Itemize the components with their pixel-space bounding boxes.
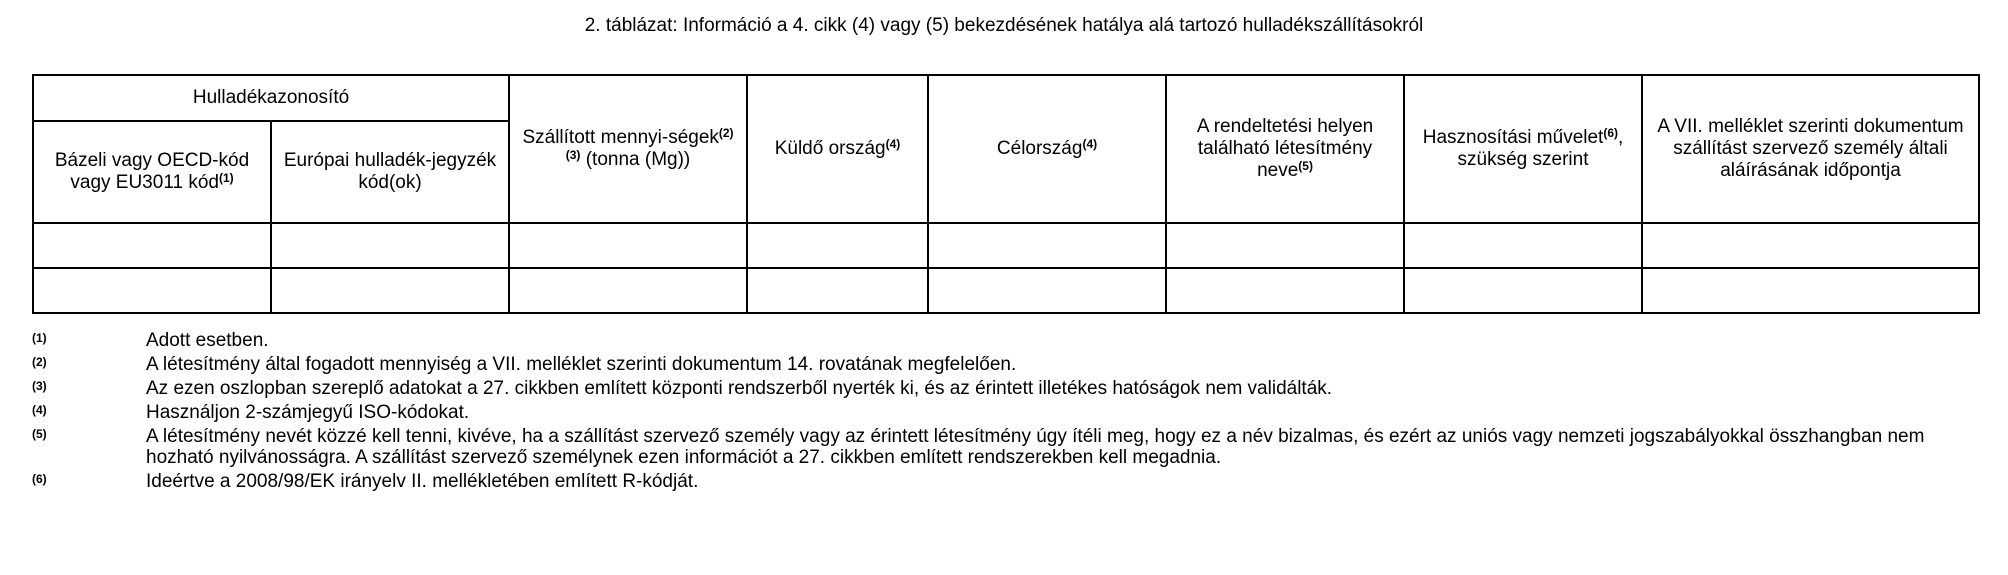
footnote — [32, 354, 1978, 375]
table-cell — [33, 223, 271, 268]
footnote-number: (6) — [32, 472, 47, 486]
table-cell — [509, 223, 747, 268]
signature-date-header: A VII. melléklet szerinti dokumentum szállítást szervező személy általi aláírásának időpontja — [1642, 75, 1979, 223]
footnote — [32, 426, 1978, 468]
header-row-1 — [33, 75, 1979, 121]
footnote-text: A létesítmény által fogadott mennyiség a VII. melléklet szerinti dokumentum 14. rovatának megfelelően. — [146, 354, 1017, 375]
table-row — [33, 268, 1979, 313]
table-cell — [1404, 223, 1642, 268]
table-cell — [1166, 223, 1404, 268]
footnote-number: (2) — [32, 355, 47, 369]
table-cell — [1642, 268, 1979, 313]
footnote-text: Az ezen oszlopban szereplő adatokat a 27. cikkben említett központi rendszerből nyerték ki, és az érintett illetékes hatóságok nem validálták. — [146, 378, 1333, 399]
table-cell — [747, 268, 928, 313]
footnote-number: (4) — [32, 403, 47, 417]
ewc-code-header: Európai hulladék-jegyzék kód(ok) — [271, 121, 509, 223]
table-cell — [928, 223, 1166, 268]
facility-name-header: A rendeltetési helyen található létesítmény neve$^{(5)}$ — [1166, 75, 1404, 223]
table-cell — [747, 223, 928, 268]
table-cell — [1404, 268, 1642, 313]
footnote-number: (3) — [32, 379, 47, 393]
recovery-operation-header: Hasznosítási művelet$^{(6)}$, szükség szerint — [1404, 75, 1642, 223]
destination-country-header: Célország$^{(4)}$ — [928, 75, 1166, 223]
table-cell — [1166, 268, 1404, 313]
footnote — [32, 471, 1978, 492]
quantity-header: Szállított mennyi-ségek$^{(2)(3)}$ (tonna (Mg)) — [509, 75, 747, 223]
footnote-text: Használjon 2-számjegyű ISO-kódokat. — [146, 402, 470, 423]
shipments-table — [32, 74, 1980, 314]
table-cell — [271, 268, 509, 313]
footnote-number: (1) — [32, 331, 47, 345]
basel-code-header: Bázeli vagy OECD-kód vagy EU3011 kód$^{(1)}$ — [33, 121, 271, 223]
table-cell — [33, 268, 271, 313]
footnote-text: Ideértve a 2008/98/EK irányelv II. mellékletében említett R-kódját. — [146, 471, 699, 492]
waste-id-group-header: Hulladékazonosító — [33, 75, 509, 121]
footnote-text: Adott esetben. — [146, 330, 269, 351]
table-caption: 2. táblázat: Információ a 4. cikk (4) vagy (5) bekezdésének hatálya alá tartozó hulladékszállításokról — [584, 15, 1424, 36]
sender-country-header: Küldő ország$^{(4)}$ — [747, 75, 928, 223]
table-cell — [509, 268, 747, 313]
footnote — [32, 330, 1978, 351]
footnotes — [32, 330, 1978, 495]
footnote-number: (5) — [32, 427, 47, 441]
table-row — [33, 223, 1979, 268]
table-cell — [271, 223, 509, 268]
footnote — [32, 402, 1978, 423]
footnote-text: A létesítmény nevét közzé kell tenni, kivéve, ha a szállítást szervező személy vagy az érintett létesítmény úgy ítéli meg, hogy ez a név bizalmas, és ezért az uniós vagy nemzeti jogszabályokkal összhangban nem hozható nyilvánosságra. A szállítást szervező személynek ezen információt a 27. cikkben említett rendszerekben kell megadnia. — [146, 426, 1925, 468]
table-cell — [1642, 223, 1979, 268]
footnote — [32, 378, 1978, 399]
table-cell — [928, 268, 1166, 313]
